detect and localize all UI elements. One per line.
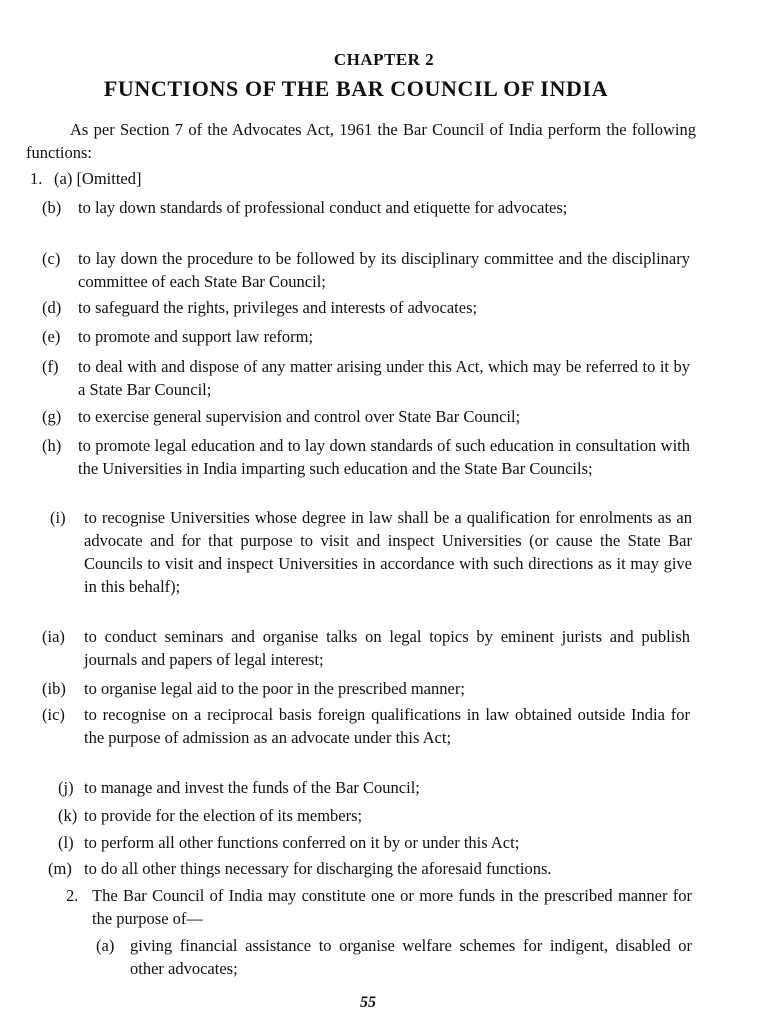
- item-text: to manage and invest the funds of the Bar Council;: [84, 778, 420, 797]
- item-label: (i): [50, 508, 66, 527]
- item-label: 1.: [30, 169, 43, 188]
- intro-paragraph: As per Section 7 of the Advocates Act, 1961 the Bar Council of India perform the following functions:: [26, 120, 696, 162]
- list-item-ia: [42, 625, 692, 671]
- item-label: (b): [42, 198, 62, 217]
- item-label: (l): [58, 833, 74, 852]
- item-label: (d): [42, 298, 62, 317]
- list-item-i: [50, 506, 692, 621]
- item-label: (ic): [42, 705, 65, 724]
- list-item-1a: [30, 167, 690, 190]
- list-item-j: [58, 776, 692, 799]
- item-text: to provide for the election of its members;: [84, 806, 363, 825]
- list-item-l: [58, 831, 692, 854]
- item-text: to organise legal aid to the poor in the prescribed manner;: [84, 679, 465, 698]
- item-label: (h): [42, 436, 62, 455]
- item-label: (c): [42, 249, 61, 268]
- list-item-c: [42, 247, 692, 293]
- list-item-e: [42, 325, 692, 348]
- item-label: (j): [58, 778, 74, 797]
- list-item-b: [42, 196, 692, 242]
- list-item-m: [48, 857, 698, 880]
- item-label: (e): [42, 327, 61, 346]
- item-label: 2.: [66, 886, 79, 905]
- item-text: The Bar Council of India may constitute one or more funds in the prescribed manner for the purpose of—: [92, 886, 692, 928]
- item-text: to lay down standards of professional conduct and etiquette for advocates;: [78, 198, 568, 217]
- item-label: (f): [42, 357, 59, 376]
- page-title: FUNCTIONS OF THE BAR COUNCIL OF INDIA: [103, 76, 609, 101]
- item-label: (m): [48, 859, 72, 878]
- list-item-g: [42, 405, 692, 428]
- item-text: to promote and support law reform;: [78, 327, 314, 346]
- list-item-d: [42, 296, 692, 319]
- item-text: to deal with and dispose of any matter arising under this Act, which may be referred to it by a State Bar Council;: [78, 357, 690, 399]
- list-item-2a: [96, 934, 692, 980]
- item-label: (a): [96, 936, 115, 955]
- list-item-2: [66, 884, 692, 930]
- item-text: to lay down the procedure to be followed by its disciplinary committee and the disciplinary committee of each State Bar Council;: [78, 249, 690, 291]
- item-label: (ia): [42, 627, 65, 646]
- item-text: to do all other things necessary for discharging the aforesaid functions.: [84, 859, 552, 878]
- item-text: to conduct seminars and organise talks on legal topics by eminent jurists and publish journals and papers of legal interest;: [84, 627, 690, 669]
- item-label: (ib): [42, 679, 66, 698]
- list-item-ib: [42, 677, 692, 700]
- chapter-heading: CHAPTER 2: [333, 50, 435, 69]
- list-item-f: [42, 355, 692, 401]
- page-number: 55: [360, 994, 376, 1011]
- item-text: giving financial assistance to organise welfare schemes for indigent, disabled or other advocates;: [130, 936, 692, 978]
- item-text: to promote legal education and to lay down standards of such education in consultation with the Universities in India imparting such education and the State Bar Councils;: [78, 436, 690, 478]
- item-text: to safeguard the rights, privileges and interests of advocates;: [78, 298, 478, 317]
- item-text: to exercise general supervision and control over State Bar Council;: [78, 407, 521, 426]
- list-item-k: [58, 804, 692, 827]
- item-text: (a) [Omitted]: [54, 169, 142, 188]
- item-label: (k): [58, 806, 78, 825]
- item-text: to perform all other functions conferred on it by or under this Act;: [84, 833, 520, 852]
- item-label: (g): [42, 407, 62, 426]
- item-text: to recognise on a reciprocal basis foreign qualifications in law obtained outside India for the purpose of admission as an advocate under this Act;: [84, 705, 690, 747]
- list-item-ic: [42, 703, 692, 772]
- item-text: to recognise Universities whose degree in law shall be a qualification for enrolments as an advocate and for that purpose to visit and inspect Universities (or cause the State Bar Councils to visit and inspect Universities in accordance with such directions as it may give in this behalf);: [84, 508, 692, 596]
- list-item-h: [42, 434, 692, 503]
